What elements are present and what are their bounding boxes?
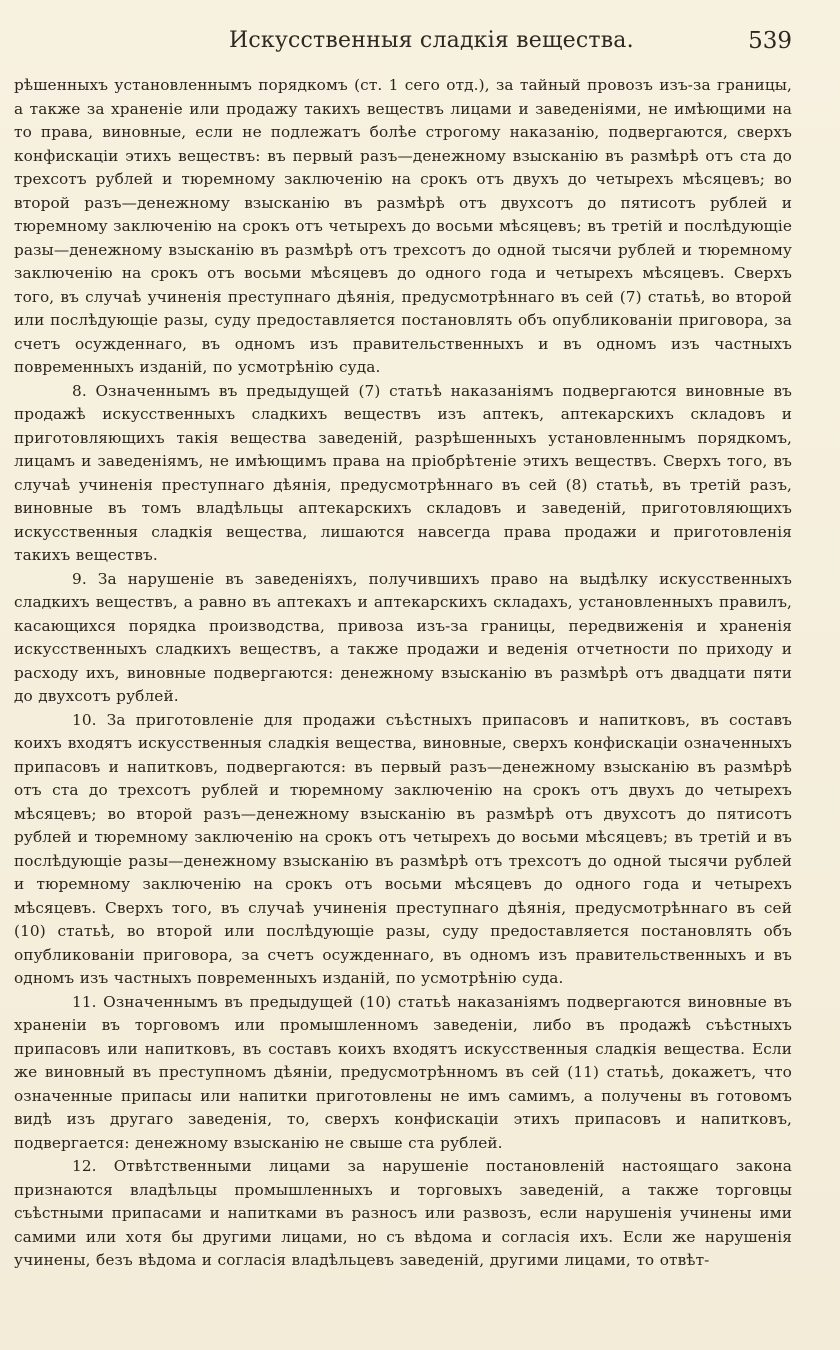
article-10: 10. За приготовленіе для продажи съѣстныхъ припасовъ и напитковъ, въ составъ коихъ входятъ искусственныя сладкія вещества, виновные, сверхъ конфискаціи означенныхъ припасовъ и напитковъ, подвергаются: въ первый разъ—денежному взысканію въ размѣрѣ отъ ста до трехсотъ рублей и тюремному заключенію на срокъ отъ двухъ до четырехъ мѣсяцевъ; во второй разъ—денежному взысканію въ размѣрѣ отъ двухсотъ до пятисотъ рублей и тюремному заключенію на срокъ отъ четырехъ до восьми мѣсяцевъ; въ третій и въ послѣдующіе разы—денежному взысканію въ размѣрѣ отъ трехсотъ до одной тысячи рублей и тюремному заключенію на срокъ отъ восьми мѣсяцевъ до одного года и четырехъ мѣсяцевъ. Сверхъ того, въ случаѣ учиненія преступнаго дѣянія, предусмотрѣннаго въ сей (10) статьѣ, во второй или послѣдующіе разы, суду предоставляется постановлять объ опубликованіи приговора, за счетъ осужденнаго, въ одномъ изъ правительственныхъ и въ одномъ изъ частныхъ повременныхъ изданій, по усмотрѣнію суда. bbox=[14, 710, 792, 987]
page-number: 539 bbox=[748, 28, 792, 54]
article-8: 8. Означеннымъ въ предыдущей (7) статьѣ наказаніямъ подвергаются виновные въ продажѣ искусственныхъ сладкихъ веществъ изъ аптекъ, аптекарскихъ складовъ и приготовляющихъ такія вещества заведеній, разрѣшенныхъ установленнымъ порядкомъ, лицамъ и заведеніямъ, не имѣющимъ права на пріобрѣтеніе этихъ веществъ. Сверхъ того, въ случаѣ учиненія преступнаго дѣянія, предусмотрѣннаго въ сей (8) статьѣ, въ третій разъ, виновные въ томъ владѣльцы аптекарскихъ складовъ и заведеній, приготовляющихъ искусственныя сладкія вещества, лишаются навсегда права продажи и приготовленія такихъ веществъ. bbox=[14, 381, 792, 564]
running-title: Искусственныя сладкія вещества. bbox=[229, 28, 634, 53]
article-12: 12. Отвѣтственными лицами за нарушеніе постановленій настоящаго закона признаются владѣльцы промышленныхъ и торговыхъ заведеній, а также торговцы съѣстными припасами и напитками въ разносъ или развозъ, если нарушенія учинены ими самими или хотя бы другими лицами, но съ вѣдома и согласія ихъ. Если же нарушенія учинены, безъ вѣдома и согласія владѣльцевъ заведеній, другими лицами, то отвѣт- bbox=[14, 1157, 792, 1269]
paragraph-continuation: рѣшенныхъ установленнымъ порядкомъ (ст. 1 сего отд.), за тайный провозъ изъ-за границы, а также за храненіе или продажу такихъ веществъ лицами и заведеніями, не имѣющими на то права, виновные, если не подлежатъ болѣе строгому наказанію, подвергаются, сверхъ конфискаціи этихъ веществъ: въ первый разъ—денежному взысканію въ размѣрѣ отъ ста до трехсотъ рублей и тюремному заключенію на срокъ отъ двухъ до четырехъ мѣсяцевъ; во второй разъ—денежному взысканію въ размѣрѣ отъ двухсотъ до пятисотъ рублей и тюремному заключенію на срокъ отъ четырехъ до восьми мѣсяцевъ; въ третій и послѣдующіе разы—денежному взысканію въ размѣрѣ отъ трехсотъ до одной тысячи рублей и тюремному заключенію на срокъ отъ восьми мѣсяцевъ до одного года и четырехъ мѣсяцевъ. Сверхъ того, въ случаѣ учиненія преступнаго дѣянія, предусмотрѣннаго въ сей (7) статьѣ, во второй или послѣдующіе разы, суду предоставляется постановлять объ опубликованіи приговора, за счетъ осужденнаго, въ одномъ изъ правительственныхъ и въ одномъ изъ частныхъ повременныхъ изданій, по усмотрѣнію суда. bbox=[14, 76, 792, 376]
running-header bbox=[14, 22, 792, 74]
article-11: 11. Означеннымъ въ предыдущей (10) статьѣ наказаніямъ подвергаются виновные въ храненіи въ торговомъ или промышленномъ заведеніи, либо въ продажѣ съѣстныхъ припасовъ или напитковъ, въ составъ коихъ входятъ искусственныя сладкія вещества. Если же виновный въ преступномъ дѣяніи, предусмотрѣнномъ въ сей (11) статьѣ, докажетъ, что означенные припасы или напитки приготовлены не имъ самимъ, а получены въ готовомъ видѣ изъ другаго заведенія, то, сверхъ конфискаціи этихъ припасовъ и напитковъ, подвергается: денежному взысканію не свыше ста рублей. bbox=[14, 992, 792, 1152]
article-9: 9. За нарушеніе въ заведеніяхъ, получившихъ право на выдѣлку искусственныхъ сладкихъ веществъ, а равно въ аптекахъ и аптекарскихъ складахъ, установленныхъ правилъ, касающихся порядка производства, привоза изъ-за границы, передвиженія и храненія искусственныхъ сладкихъ веществъ, а также продажи и веденія отчетности по приходу и расходу ихъ, виновные подвергаются: денежному взысканію въ размѣрѣ отъ двадцати пяти до двухсотъ рублей. bbox=[14, 569, 792, 705]
body-text bbox=[14, 74, 792, 1273]
